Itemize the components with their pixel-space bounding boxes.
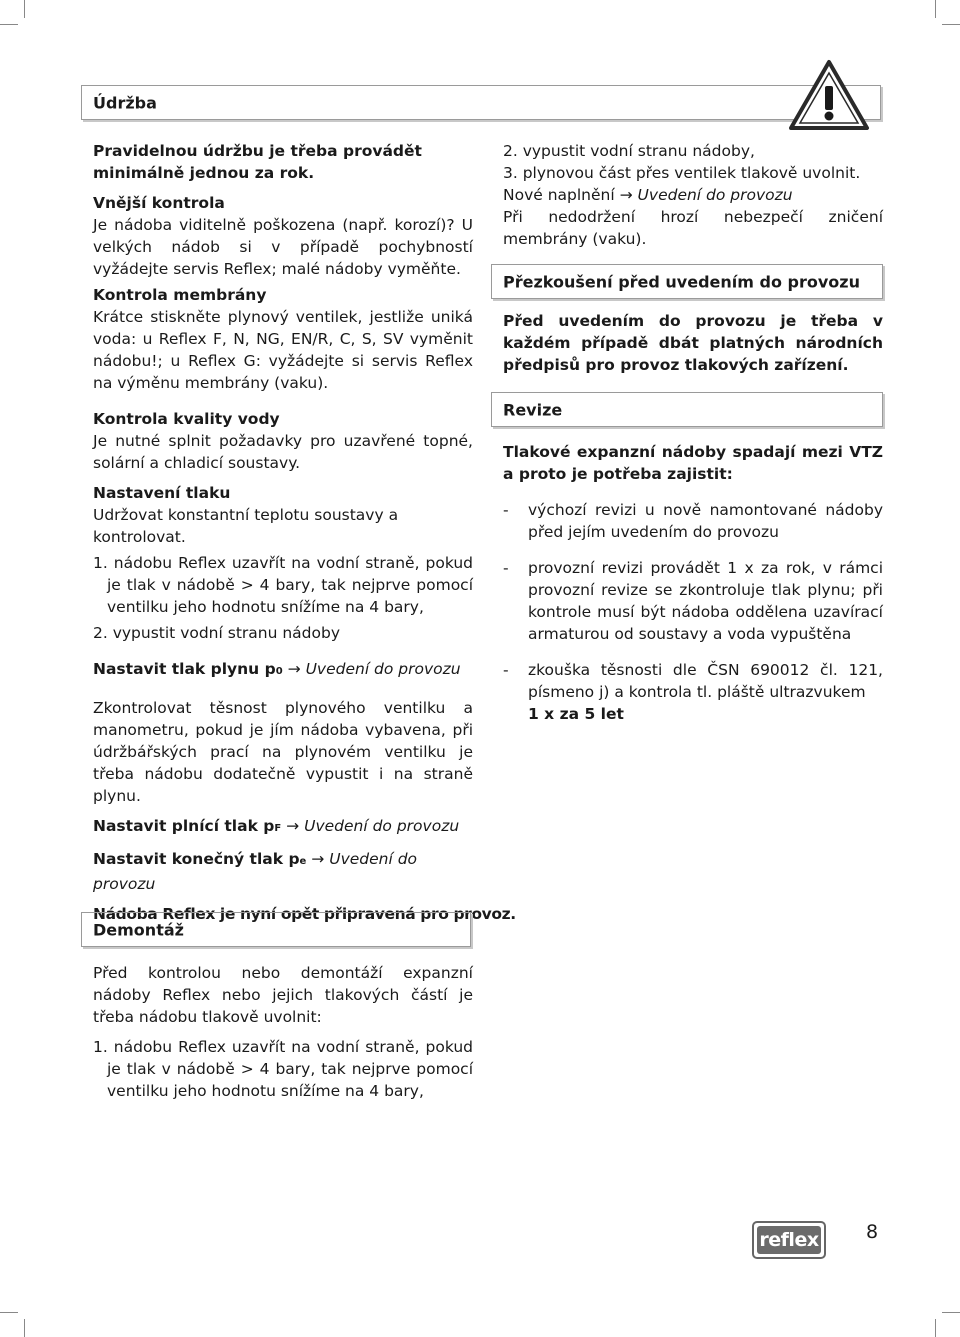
membrana-title: Kontrola membrány xyxy=(93,286,267,304)
arrow-right-icon: → xyxy=(287,660,301,678)
set-gas-pressure-line: Nastavit tlak plynu p0 → Uvedení do provozu xyxy=(93,660,461,678)
right-step-2: 2. vypustit vodní stranu nádoby, xyxy=(503,142,755,160)
demontaz-step-1: 1. nádobu Reflex uzavřít na vodní straně, pokud je tlak v nádobě > 4 bary, tak nejprve pomocí ventilku jeho hodnotu snížíme na 4 bary, xyxy=(93,1038,473,1100)
vnejsi-text: Je nádoba viditelně poškozena (např. korozí)? U velkých nádob si v případě pochybností vyžádejte servis Reflex; malé nádoby vyměňte. xyxy=(93,216,473,278)
crop-mark xyxy=(24,0,25,18)
section-header-revize xyxy=(491,392,883,427)
arrow-right-icon: → xyxy=(619,186,633,204)
left-column xyxy=(93,140,516,925)
crop-mark xyxy=(935,0,936,18)
tlak-title: Nastavení tlaku xyxy=(93,484,231,502)
ready-text: Nádoba Reflex je nyní opět připravená pro provoz. xyxy=(93,905,516,923)
demontaz-column xyxy=(93,962,473,1102)
warning-triangle-icon xyxy=(788,58,870,132)
demontaz-text: Před kontrolou nebo demontáží expanzní nádoby Reflex nebo jejich tlakových částí je třeba nádobu tlakově uvolnit: xyxy=(93,964,473,1026)
membrana-text: Krátce stiskněte plynový ventilek, jestliže uniká voda: u Reflex F, N, NG, EN/R, C, S, SV vyměnit nádobu!; u Reflex G: vyžádejte si servis Reflex na výměnu membrány (vaku). xyxy=(93,308,473,392)
reflex-logo: reflex xyxy=(752,1221,826,1259)
revize-column xyxy=(503,441,883,725)
warning-text: Při nedodržení hrozí nebezpečí zničení membrány (vaku). xyxy=(503,208,883,248)
right-column-top xyxy=(503,140,883,250)
section-header-udrzba xyxy=(81,85,881,120)
crop-mark xyxy=(0,1312,18,1313)
right-step-3: 3. plynovou část přes ventilek tlakově uvolnit. xyxy=(503,164,861,182)
step-2: 2. vypustit vodní stranu nádoby xyxy=(93,624,340,642)
section-title: Přezkoušení před uvedením do provozu xyxy=(503,272,860,291)
vnejsi-title: Vnější kontrola xyxy=(93,194,225,212)
set-final-pressure-line: Nastavit konečný tlak pe → Uvedení do provozu xyxy=(93,850,418,893)
section-title: Údržba xyxy=(93,93,157,112)
arrow-right-icon: → xyxy=(286,817,300,835)
section-title: Demontáž xyxy=(93,920,184,939)
revize-intro: Tlakové expanzní nádoby spadají mezi VTZ a proto je potřeba zajistit: xyxy=(503,443,883,483)
crop-mark xyxy=(24,1319,25,1337)
section-header-prezkouseni xyxy=(491,264,883,299)
crop-mark xyxy=(0,24,18,25)
refill-line: Nové naplnění → Uvedení do provozu xyxy=(503,186,793,204)
crop-mark xyxy=(942,24,960,25)
section-header-demontaz xyxy=(81,912,471,947)
prezkouseni-text: Před uvedením do provozu je třeba v každém případě dbát platných národních předpisů pro provoz tlakových zařízení. xyxy=(503,312,883,374)
voda-title: Kontrola kvality vody xyxy=(93,410,280,428)
crop-mark xyxy=(942,1312,960,1313)
set-fill-pressure-line: Nastavit plnící tlak pF → Uvedení do provozu xyxy=(93,817,460,835)
list-item: - zkouška těsnosti dle ČSN 690012 čl. 121, písmeno j) a kontrola tl. pláště ultrazvukem 1 x za 5 let xyxy=(503,661,883,723)
prezkouseni-column xyxy=(503,310,883,376)
voda-text: Je nutné splnit požadavky pro uzavřené topné, solární a chladicí soustavy. xyxy=(93,432,473,472)
section-title: Revize xyxy=(503,400,563,419)
page-number: 8 xyxy=(866,1221,879,1243)
zkontrolovat-text: Zkontrolovat těsnost plynového ventilku a manometru, pokud je jím nádoba vybavena, při údržbářských prací na plynovém ventilku je třeba nádobu dodatečně vypustit i na straně plynu. xyxy=(93,699,473,805)
tlak-text: Udržovat konstantní teplotu soustavy a kontrolovat. xyxy=(93,506,399,546)
arrow-right-icon: → xyxy=(311,850,325,868)
step-1: 1. nádobu Reflex uzavřít na vodní straně, pokud je tlak v nádobě > 4 bary, tak nejprve pomocí ventilku jeho hodnotu snížíme na 4 bary, xyxy=(93,554,473,616)
crop-mark xyxy=(935,1319,936,1337)
list-item: - provozní revizi provádět 1 x za rok, v rámci provozní revize se zkontroluje tlak plynu; při kontrole musí být nádoba oddělena uzavírací armaturou od soustavy a voda vypuštěna xyxy=(503,559,883,643)
intro-text: Pravidelnou údržbu je třeba provádět minimálně jednou za rok. xyxy=(93,142,422,182)
list-item: - výchozí revizi u nově namontované nádoby před jejím uvedením do provozu xyxy=(503,501,883,541)
